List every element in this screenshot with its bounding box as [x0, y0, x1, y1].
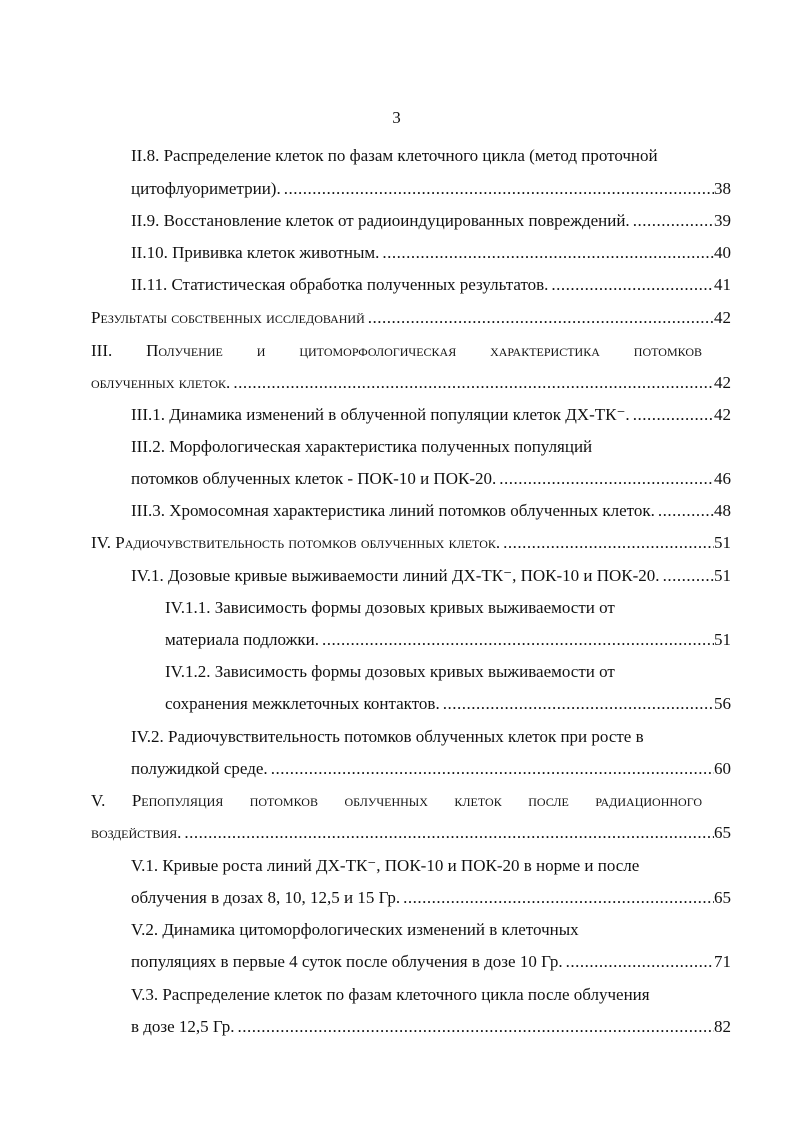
leader-dots: [563, 951, 714, 973]
toc-entry-page: 51: [714, 566, 731, 585]
toc-entry-title: цитофлуориметрии).: [131, 179, 281, 198]
toc-entry-title: материала подложки.: [165, 630, 319, 649]
toc-entry: [131, 178, 731, 200]
toc-entry-title: II.11. Статистическая обработка полученных результатов.: [131, 275, 549, 294]
toc-entry-page: 51: [714, 533, 731, 552]
toc-entry-title: IV.1. Дозовые кривые выживаемости линий ДХ-ТК⁻, ПОК-10 и ПОК-20.: [131, 566, 660, 585]
leader-dots: [230, 372, 714, 394]
toc-entry-page: 42: [714, 373, 731, 392]
toc-entry-page: 48: [714, 501, 731, 520]
toc-entry-page: 42: [714, 405, 731, 424]
toc-section: [91, 307, 731, 329]
toc-entry-page: 38: [714, 179, 731, 198]
leader-dots: [660, 565, 714, 587]
toc-entry-page: 60: [714, 759, 731, 778]
page-number: 3: [392, 108, 401, 127]
toc-entry-title: II.9. Восстановление клеток от радиоиндуцированных повреждений.: [131, 211, 630, 230]
toc-entry-page: 65: [714, 888, 731, 907]
toc-entry-title: сохранения межклеточных контактов.: [165, 694, 440, 713]
toc-subentry: [165, 629, 731, 651]
toc-entry: [131, 758, 731, 780]
leader-dots: [655, 500, 714, 522]
toc-section-title: Результаты собственных исследований: [91, 308, 365, 327]
toc-entry: IV.2. Радиочувствительность потомков облученных клеток при росте в: [131, 727, 644, 746]
toc-entry-title: III.1. Динамика изменений в облученной популяции клеток ДХ-ТК⁻.: [131, 405, 630, 424]
toc-entry-title: потомков облученных клеток - ПОК-10 и ПОК-20.: [131, 469, 497, 488]
toc-entry-title: III.3. Хромосомная характеристика линий потомков облученных клеток.: [131, 501, 655, 520]
toc-entry: [131, 565, 731, 587]
leader-dots: [630, 404, 714, 426]
leader-dots: [379, 242, 714, 264]
toc-entry: [131, 887, 731, 909]
toc-entry: [131, 210, 731, 232]
toc-chapter: V. Репопуляция потомков облученных клеток после радиационного: [91, 791, 702, 810]
toc-entry: V.1. Кривые роста линий ДХ-ТК⁻, ПОК-10 и ПОК-20 в норме и после: [131, 856, 640, 875]
leader-dots: [234, 1016, 714, 1038]
toc-chapter: [91, 822, 731, 844]
leader-dots: [630, 210, 714, 232]
leader-dots: [281, 178, 714, 200]
toc-entry: [131, 1016, 731, 1038]
leader-dots: [496, 468, 714, 490]
toc-entry: V.3. Распределение клеток по фазам клеточного цикла после облучения: [131, 985, 650, 1004]
toc-entry-page: 71: [714, 952, 731, 971]
toc-entry-page: 40: [714, 243, 731, 262]
toc-entry: V.2. Динамика цитоморфологических изменений в клеточных: [131, 920, 579, 939]
toc-entry-page: 42: [714, 308, 731, 327]
toc-subentry: IV.1.2. Зависимость формы дозовых кривых выживаемости от: [165, 662, 615, 681]
toc-entry-page: 39: [714, 211, 731, 230]
toc-entry: [131, 242, 731, 264]
toc-entry-title: в дозе 12,5 Гр.: [131, 1017, 235, 1036]
leader-dots: [319, 629, 714, 651]
toc-chapter: [91, 532, 731, 554]
leader-dots: [400, 887, 714, 909]
leader-dots: [268, 758, 714, 780]
toc-chapter: III. Получение и цитоморфологическая характеристика потомков: [91, 341, 702, 360]
toc-chapter-title: облученных клеток.: [91, 373, 231, 392]
toc-chapter-title: IV. Радиочувствительность потомков облученных клеток.: [91, 533, 501, 552]
toc-entry: [131, 404, 731, 426]
toc-entry: [131, 274, 731, 296]
toc-entry: II.8. Распределение клеток по фазам клеточного цикла (метод проточной: [131, 146, 658, 165]
toc-entry-page: 65: [714, 823, 731, 842]
leader-dots: [500, 532, 714, 554]
toc-chapter-title: воздействия.: [91, 823, 182, 842]
toc-entry-title: полужидкой среде.: [131, 759, 268, 778]
leader-dots: [440, 693, 714, 715]
toc-entry-page: 46: [714, 469, 731, 488]
toc-entry-title: популяциях в первые 4 суток после облучения в дозе 10 Гр.: [131, 952, 563, 971]
toc-entry-page: 41: [714, 275, 731, 294]
toc-entry-page: 51: [714, 630, 731, 649]
toc-entry: [131, 500, 731, 522]
toc-chapter: [91, 372, 731, 394]
toc-entry-title: II.10. Прививка клеток животным.: [131, 243, 380, 262]
toc-entry: [131, 468, 731, 490]
toc-entry: [131, 951, 731, 973]
toc-subentry: IV.1.1. Зависимость формы дозовых кривых выживаемости от: [165, 598, 615, 617]
leader-dots: [548, 274, 714, 296]
toc-entry: III.2. Морфологическая характеристика полученных популяций: [131, 437, 593, 456]
toc-entry-page: 56: [714, 694, 731, 713]
toc-entry-page: 82: [714, 1017, 731, 1036]
toc-entry-title: облучения в дозах 8, 10, 12,5 и 15 Гр.: [131, 888, 401, 907]
leader-dots: [365, 307, 714, 329]
toc-subentry: [165, 693, 731, 715]
leader-dots: [181, 822, 714, 844]
